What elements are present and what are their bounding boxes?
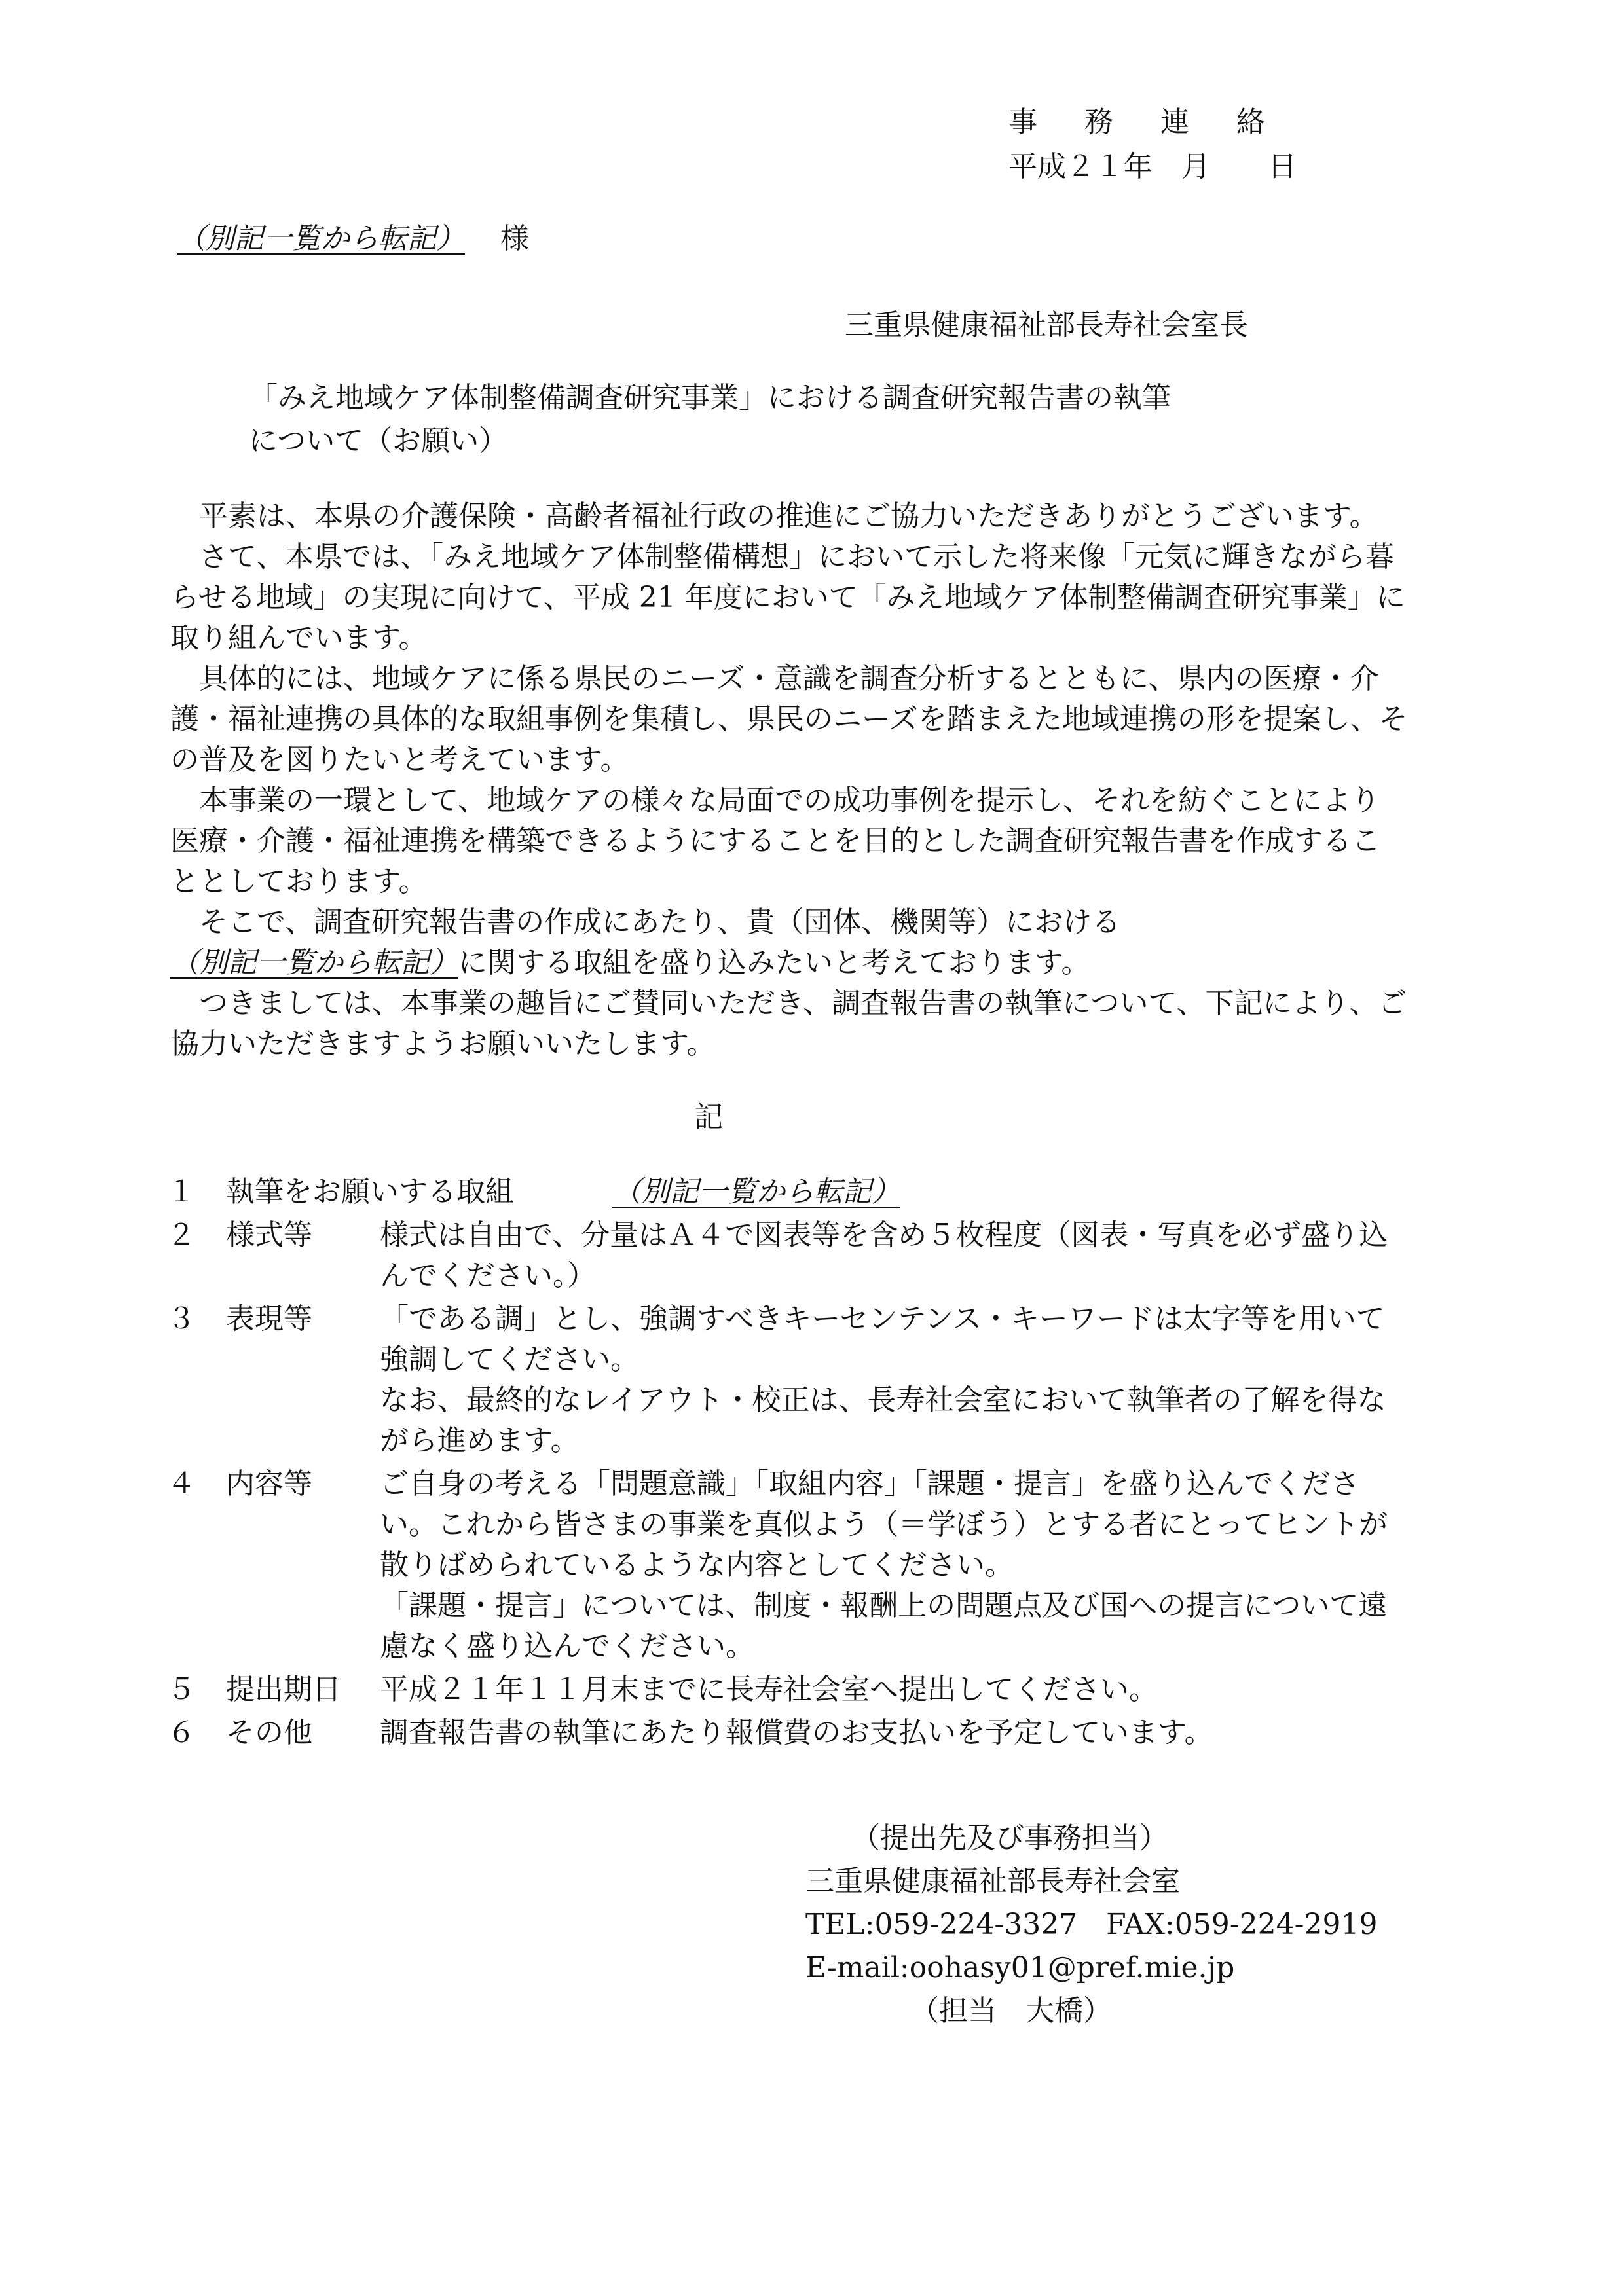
- item-number: ３: [167, 1302, 196, 1336]
- p5-after: に関する取組を盛り込みたいと考えております。: [458, 946, 1090, 979]
- item-label: 執筆をお願いする取組: [226, 1175, 514, 1209]
- item-label: 表現等: [226, 1302, 312, 1336]
- body-text: [170, 496, 1408, 1065]
- sender: 三重県健康福祉部長寿社会室長: [845, 308, 1248, 342]
- document-title: [249, 376, 1171, 463]
- list-item: [167, 1172, 1411, 1212]
- item-label: 内容等: [226, 1467, 312, 1501]
- item-number: １: [167, 1175, 196, 1209]
- item-text-line: なお、最終的なレイアウト・校正は、長寿社会室において執筆者の了解を得ながら進めます。: [380, 1383, 1386, 1457]
- body-paragraph-4: 本事業の一環として、地域ケアの様々な局面での成功事例を提示し、それを紡ぐことにより医療・介護・福祉連携を構築できるようにすることを目的とした調査研究報告書を作成することとしております。: [170, 784, 1380, 898]
- contact-person: （担当 大橋）: [910, 1994, 1112, 2028]
- contact-heading: （提出先及び事務担当）: [851, 1821, 1168, 1855]
- ki-heading: 記: [694, 1101, 723, 1134]
- list-item: [167, 1215, 1411, 1296]
- items-list: [167, 1172, 1411, 1756]
- item-label: 提出期日: [226, 1673, 341, 1706]
- p5-before: そこで、調査研究報告書の作成にあたり、貴（団体、機関等）における: [199, 905, 1121, 939]
- item-text-line: 様式は自由で、分量はＡ４で図表等を含め５枚程度（図表・写真を必ず盛り込んでください。）: [380, 1218, 1388, 1292]
- item-text-line: 「課題・提言」については、制度・報酬上の問題点及び国への提言について遠慮なく盛り込んでください。: [380, 1589, 1388, 1663]
- document-type: 事務連絡: [1008, 105, 1312, 139]
- list-item: [167, 1713, 1411, 1753]
- item-label: 様式等: [226, 1218, 312, 1252]
- item-number: ５: [167, 1673, 196, 1706]
- list-item: [167, 1464, 1411, 1667]
- item-text-line: 「である調」とし、強調すべきキーセンテンス・キーワードは太字等を用いて強調してください。: [380, 1302, 1385, 1376]
- p5-placeholder: （別記一覧から転記）: [170, 946, 458, 979]
- contact-org: 三重県健康福祉部長寿社会室: [805, 1865, 1180, 1898]
- body-paragraph-3: 具体的には、地域ケアに係る県民のニーズ・意識を調査分析するとともに、県内の医療・介護・福祉連携の具体的な取組事例を集積し、県民のニーズを踏まえた地域連携の形を提案し、その普及を図りたいと考えています。: [170, 662, 1408, 776]
- item-text-line: 調査報告書の執筆にあたり報償費のお支払いを予定しています。: [380, 1716, 1213, 1749]
- body-paragraph-6: つきましては、本事業の趣旨にご賛同いただき、調査報告書の執筆について、下記により、ご協力いただきますようお願いいたします。: [170, 987, 1407, 1061]
- list-item: [167, 1299, 1411, 1461]
- body-paragraph-2: さて、本県では、「みえ地域ケア体制整備構想」において示した将来像「元気に輝きながら暮らせる地域」の実現に向けて、平成 21 年度において「みえ地域ケア体制整備調査研究事業」に取り組んでいます。: [170, 540, 1405, 655]
- item-number: ２: [167, 1218, 196, 1252]
- title-line-1: 「みえ地域ケア体制整備調査研究事業」における調査研究報告書の執筆: [249, 381, 1171, 414]
- item-placeholder: （別記一覧から転記）: [612, 1175, 900, 1209]
- recipient-line: [177, 215, 529, 257]
- body-paragraph-1: 平素は、本県の介護保険・高齢者福祉行政の推進にご協力いただきありがとうございます。: [199, 500, 1378, 533]
- contact-email: E-mail:oohasy01@pref.mie.jp: [805, 1951, 1235, 1984]
- item-text-line: ご自身の考える「問題意識」「取組内容」「課題・提言」を盛り込んでください。これから皆さまの事業を真似よう（＝学ぼう）とする者にとってヒントが散りばめられているような内容としてください。: [380, 1467, 1388, 1582]
- item-number: ４: [167, 1467, 196, 1501]
- contact-tel-fax: TEL:059-224-3327 FAX:059-224-2919: [805, 1908, 1378, 1941]
- item-label: その他: [226, 1716, 312, 1749]
- list-item: [167, 1669, 1411, 1710]
- contact-block: [805, 1817, 1378, 2033]
- item-number: ６: [167, 1716, 196, 1749]
- item-text-line: 平成２１年１１月末までに長寿社会室へ提出してください。: [380, 1673, 1158, 1706]
- body-paragraph-5: [170, 902, 1408, 983]
- recipient-suffix: 様: [500, 222, 529, 255]
- document-date: 平成２１年 月 日: [1008, 150, 1297, 183]
- title-line-2: について（お願い）: [249, 424, 508, 458]
- recipient-placeholder: （別記一覧から転記）: [177, 222, 465, 255]
